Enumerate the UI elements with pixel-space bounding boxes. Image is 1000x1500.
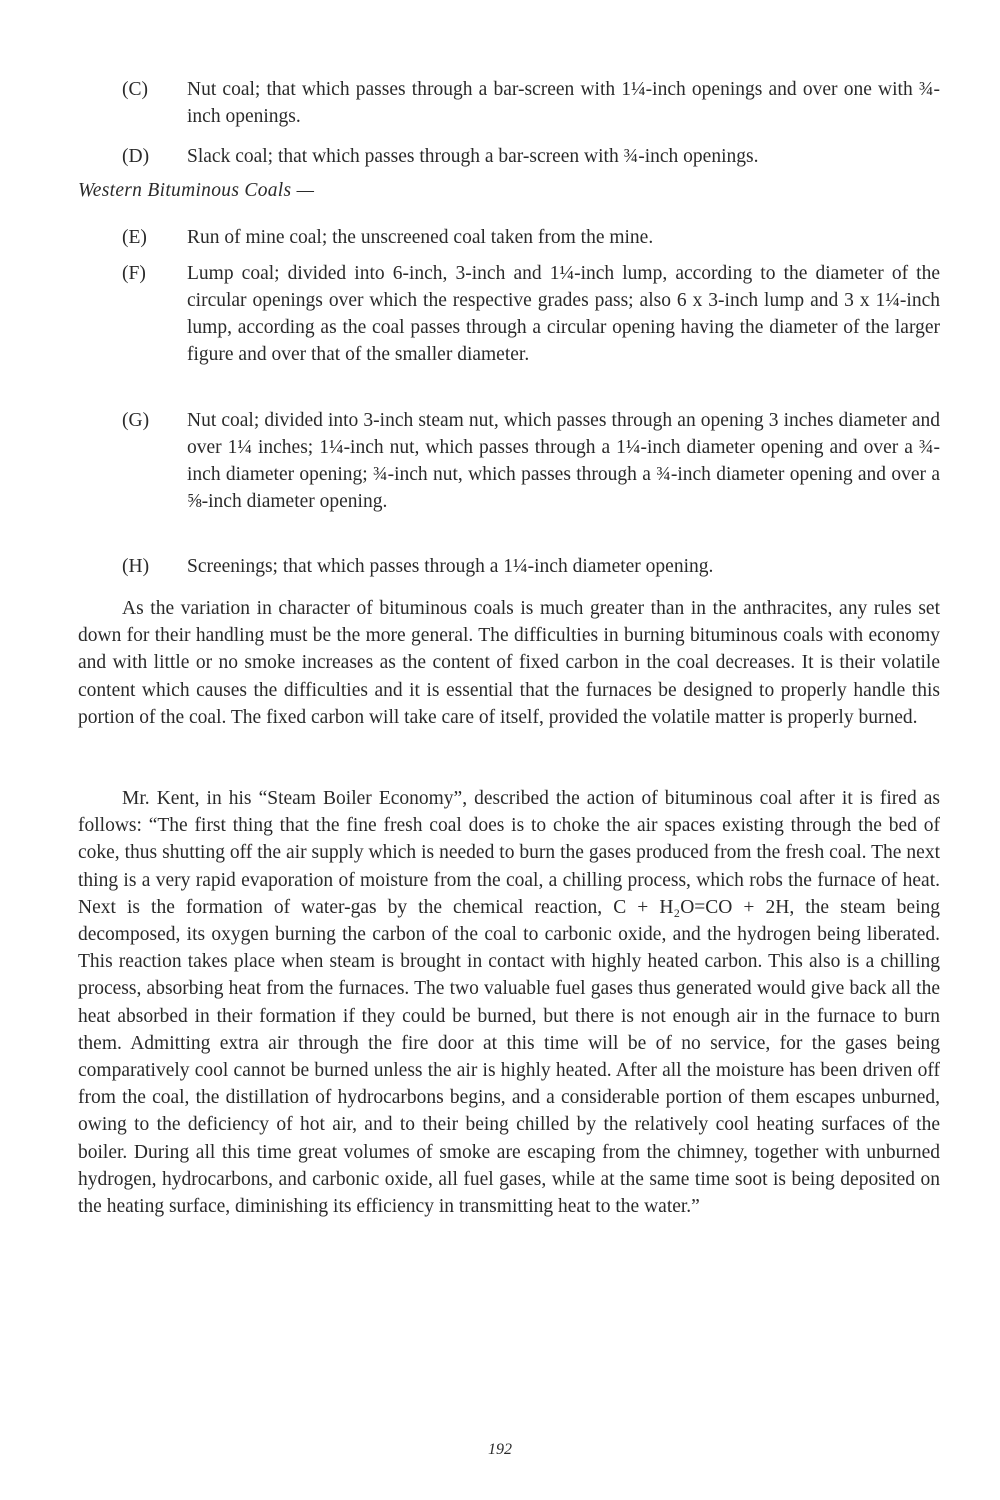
section-heading: Western Bituminous Coals —: [78, 180, 315, 201]
list-key: (F): [122, 263, 146, 284]
list-key: (E): [122, 227, 147, 248]
list-key: (H): [122, 556, 150, 577]
list-key: (D): [122, 146, 150, 167]
list-text: Run of mine coal; the unscreened coal taken from the mine.: [187, 227, 654, 248]
list-text: Nut coal; that which passes through a bar-screen with 1¼-inch openings and over one with ¾-inch openings.: [187, 79, 940, 127]
list-key: (G): [122, 410, 150, 431]
list-text: Slack coal; that which passes through a bar-screen with ¾-inch openings.: [187, 146, 759, 167]
body-paragraph-1: As the variation in character of bituminous coals is much greater than in the anthracites, any rules set down for their handling must be the more general. The difficulties in burning bituminous coals with economy and with little or no smoke increases as the content of fixed carbon in the coal decreases. It is their volatile content which causes the difficulties and it is essential that the furnaces be designed to properly handle this portion of the coal. The fixed carbon will take care of itself, provided the volatile matter is properly burned.: [78, 598, 940, 728]
list-text: Screenings; that which passes through a 1¼-inch diameter opening.: [187, 556, 714, 577]
list-text: Lump coal; divided into 6-inch, 3-inch and 1¼-inch lump, according to the diameter of the circular openings over which the respective grades pass; also 6 x 3-inch lump and 3 x 1¼-inch lump, according as the coal passes through a circular opening having the diameter of the larger figure and over that of the smaller diameter.: [187, 263, 940, 365]
list-text: Nut coal; divided into 3-inch steam nut, which passes through an opening 3 inches diameter and over 1¼ inches; 1¼-inch nut, which passes through a 1¼-inch diameter opening and over a ¾-inch diameter opening; ¾-inch nut, which passes through a ¾-inch diameter opening and over a ⅝-inch diameter opening.: [187, 410, 940, 512]
page-number: 192: [488, 1441, 512, 1458]
body-paragraph-2: Mr. Kent, in his “Steam Boiler Economy”, described the action of bituminous coal after it is fired as follows: “The first thing that the fine fresh coal does is to choke the air spaces existing through the bed of coke, thus shutting off the air supply which is needed to burn the gases produced from the fresh coal. The next thing is a very rapid evaporation of moisture from the coal, a chilling process, which robs the furnace of heat. Next is the formation of water-gas by the chemical reaction, C + H₂O=CO + 2H, the steam being decomposed, its oxygen burning the carbon of the coal to carbonic oxide, and the hydrogen being liberated. This reaction takes place when steam is brought in contact with highly heated carbon. This also is a chilling process, absorbing heat from the furnaces. The two valuable fuel gases thus generated would give back all the heat absorbed in their formation if they could be burned, but there is not enough air in the furnace to burn them. Admitting extra air through the fire door at this time will be of no service, for the gases being comparatively cool cannot be burned unless the air is highly heated. After all the moisture has been driven off from the coal, the distillation of hydrocarbons begins, and a considerable portion of them escapes unburned, owing to the deficiency of hot air, and to their being chilled by the relatively cool heating surfaces of the boiler. During all this time great volumes of smoke are escaping from the chimney, together with unburned hydrogen, hydrocarbons, and carbonic oxide, all fuel gases, while at the same time soot is being deposited on the heating surface, diminishing its efficiency in transmitting heat to the water.”: [78, 788, 940, 1218]
list-key: (C): [122, 79, 148, 100]
